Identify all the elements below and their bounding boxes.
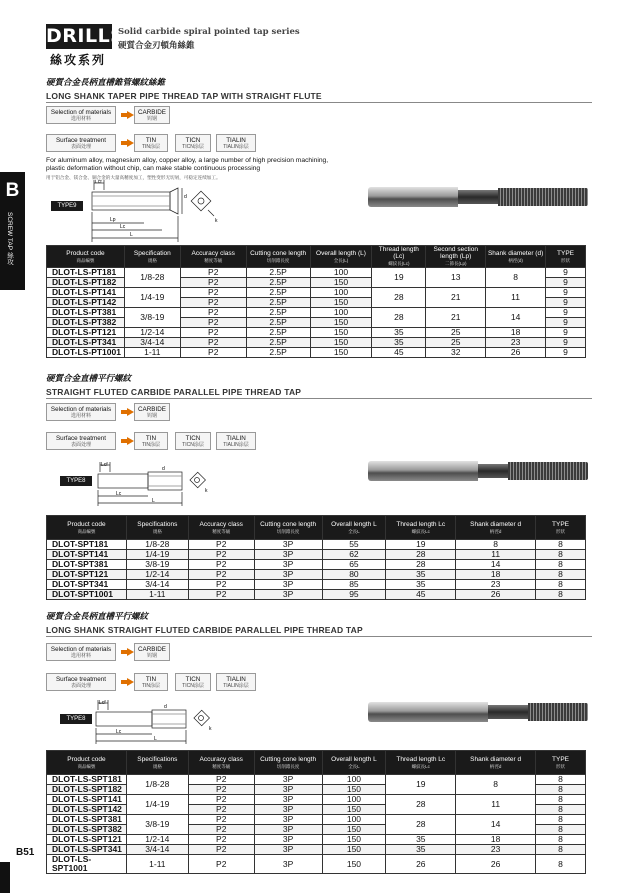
coating-ticn-en: TICN — [185, 676, 201, 683]
arrow-icon — [127, 111, 134, 119]
th-type: TYPE 形狀 — [536, 751, 586, 775]
edge-bar — [0, 862, 10, 893]
material-carbide — [134, 403, 170, 421]
material-carbide-cn: 钨钢 — [146, 116, 157, 122]
materials-label — [46, 643, 116, 661]
surface-label — [46, 673, 116, 691]
section1-rule — [46, 102, 592, 103]
table-row: DLOT-SPT381 3/8-19 P2 3P 65 28 14 8 — [47, 560, 586, 570]
materials-label-en: Selection of materials — [50, 109, 112, 116]
table-row: DLOT-LS-PT182 P2 2.5P 150 9 — [47, 278, 586, 288]
coating-tin-en: TIN — [145, 137, 157, 144]
section2-table — [46, 515, 586, 600]
dim-lcf: Lcf — [99, 700, 106, 706]
table-row: DLOT-LS-PT381 3/8-19 P2 2.5P 100 28 21 14 9 — [47, 308, 586, 318]
surface-label-en: Surface treatment — [55, 435, 107, 442]
side-tab-letter: B — [5, 180, 20, 201]
section1-tap-diagram — [82, 180, 227, 244]
table-row: DLOT-LS-PT341 3/4-14 P2 2.5P 150 35 25 23 9 — [47, 338, 586, 348]
coating-ticn-cn: TICN涂层 — [182, 144, 204, 150]
coating-tin-cn: TIN涂层 — [141, 442, 161, 448]
materials-label-en: Selection of materials — [50, 406, 112, 413]
arrow-icon — [127, 408, 134, 416]
th-thread-length: Thread length Lc 螺紋長Lc — [386, 751, 456, 775]
th-accuracy-class: Accuracy class 精度等級 — [188, 751, 254, 775]
th-shank-diameter: Shank diameter d 柄徑d — [456, 516, 536, 540]
coating-tin-en: TIN — [145, 676, 157, 683]
th-accuracy-class: Accuracy class 精度等級 — [188, 516, 254, 540]
coating-tialin-en: TIALIN — [226, 137, 246, 144]
material-carbide-en: CARBIDE — [138, 406, 166, 413]
coating-tialin-cn: TIALIN涂层 — [223, 144, 249, 150]
series-title-cn: 硬質合金刃頓角絲錐 — [118, 41, 195, 51]
brand-logo: DRILLS — [46, 25, 125, 47]
th-product-code: Product code 商品編號 — [47, 246, 125, 268]
material-carbide-cn: 钨钢 — [146, 653, 157, 659]
th-second-section-length: Second section length (Lp) 二節長(Lp) — [426, 246, 486, 268]
coating-ticn-en: TICN — [185, 435, 201, 442]
section1-note-en: For aluminum alloy, magnesium alloy, copper alloy, a large number of high precision machining, plastic deformation without chip, can make stable continuous processing — [46, 157, 329, 172]
materials-label-en: Selection of materials — [50, 646, 112, 653]
th-overall-length: Overall length L 全長L — [322, 751, 386, 775]
table-row: DLOT-SPT121 1/2-14 P2 3P 80 35 18 8 — [47, 570, 586, 580]
dim-lcf: Lcf — [95, 180, 102, 185]
coating-ticn-cn: TICN涂层 — [182, 442, 204, 448]
table-row: DLOT-LS-SPT341 3/4-14 P2 3P 150 35 23 8 — [47, 845, 586, 855]
arrow-icon — [127, 139, 134, 147]
coating-tin — [134, 432, 168, 450]
table-row: DLOT-SPT141 1/4-19 P2 3P 62 28 11 8 — [47, 550, 586, 560]
series-title-en: Solid carbide spiral pointed tap series — [118, 27, 300, 37]
coating-tialin-cn: TIALIN涂层 — [223, 442, 249, 448]
side-tab-label-en: SCREW TAP — [6, 212, 13, 251]
section2-rule — [46, 398, 592, 399]
dim-l: L — [130, 232, 133, 238]
th-overall-length: Overall length (L) 全長(L) — [310, 246, 372, 268]
brand-subtitle: 絲攻系列 — [50, 53, 107, 67]
th-specifications: Specifications 規格 — [126, 751, 188, 775]
dim-lcf: Lcf — [101, 462, 108, 468]
table-row: DLOT-LS-SPT382 P2 3P 150 8 — [47, 825, 586, 835]
th-accuracy-class: Accuracy class 精度等級 — [180, 246, 246, 268]
dim-l: L — [152, 498, 155, 504]
table-row: DLOT-SPT181 1/8-28 P2 3P 55 19 8 8 — [47, 540, 586, 550]
page-number: B51 — [16, 847, 35, 858]
dim-lp: Lp — [110, 217, 116, 223]
table-row: DLOT-LS-SPT182 P2 3P 150 8 — [47, 785, 586, 795]
table-row: DLOT-LS-PT121 1/2-14 P2 2.5P 150 35 25 18 9 — [47, 328, 586, 338]
th-specifications: Specifications 規格 — [126, 516, 188, 540]
materials-label — [46, 106, 116, 124]
th-thread-length: Thread length (Lc) 螺紋長(Lc) — [372, 246, 426, 268]
material-carbide-en: CARBIDE — [138, 646, 166, 653]
surface-label-cn: 表面处理 — [70, 144, 91, 150]
table-row: DLOT-LS-SPT181 1/8-28 P2 3P 100 19 8 8 — [47, 775, 586, 785]
coating-ticn — [175, 432, 211, 450]
surface-label-en: Surface treatment — [55, 137, 107, 144]
coating-tialin — [216, 673, 256, 691]
arrow-icon — [127, 648, 134, 656]
side-tab-label — [6, 212, 12, 265]
coating-ticn — [175, 673, 211, 691]
dim-k: k — [215, 218, 218, 224]
section2-tap-photo — [368, 459, 588, 483]
table-row: DLOT-LS-PT1001 1-11 P2 2.5P 150 45 32 26 9 — [47, 348, 586, 358]
coating-ticn-cn: TICN涂层 — [182, 683, 204, 689]
th-cutting-cone-length: Cutting cone length 切削錐長度 — [254, 751, 322, 775]
section3-type-badge: TYPE8 — [60, 714, 92, 724]
dim-d: d — [164, 704, 167, 710]
table-row: DLOT-LS-PT142 P2 2.5P 150 9 — [47, 298, 586, 308]
th-overall-length: Overall length L 全長L — [322, 516, 386, 540]
materials-label-cn: 选用材料 — [70, 413, 91, 419]
coating-tin-cn: TIN涂层 — [141, 144, 161, 150]
coating-tialin — [216, 432, 256, 450]
table-row: DLOT-LS-PT141 1/4-19 P2 2.5P 100 28 21 11 9 — [47, 288, 586, 298]
surface-label — [46, 432, 116, 450]
section1-note-cn: 用于铝合金、镁合金、铜合金的大量高精度加工，塑性变形无切屑，可稳定连续加工。 — [46, 175, 221, 180]
arrow-icon — [127, 678, 134, 686]
section1-title-en: LONG SHANK TAPER PIPE THREAD TAP WITH STRAIGHT FLUTE — [46, 91, 322, 101]
section3-title-en: LONG SHANK STRAIGHT FLUTED CARBIDE PARALLEL PIPE THREAD TAP — [46, 625, 363, 635]
dim-lc: Lc — [116, 491, 122, 497]
coating-ticn-en: TICN — [185, 137, 201, 144]
dim-lc: Lc — [120, 224, 126, 230]
coating-tialin-en: TIALIN — [226, 435, 246, 442]
surface-label — [46, 134, 116, 152]
dim-lc: Lc — [116, 729, 122, 735]
material-carbide-en: CARBIDE — [138, 109, 166, 116]
th-shank-diameter: Shank diameter d 柄徑d — [456, 751, 536, 775]
dim-k: k — [209, 726, 212, 732]
side-tab-label-cn: 絲攻 — [6, 251, 13, 265]
th-type: TYPE 形狀 — [536, 516, 586, 540]
section3-table — [46, 750, 586, 874]
section1-table — [46, 245, 586, 358]
dim-l: L — [154, 736, 157, 742]
table-row: DLOT-SPT341 3/4-14 P2 3P 85 35 23 8 — [47, 580, 586, 590]
section3-title-cn: 硬質合金長柄直槽平行螺紋 — [46, 612, 149, 622]
th-type: TYPE 形狀 — [546, 246, 586, 268]
table-row: DLOT-LS-PT181 1/8-28 P2 2.5P 100 19 13 8 9 — [47, 268, 586, 278]
section2-type-badge: TYPE8 — [60, 476, 92, 486]
th-product-code: Product code 商品編號 — [47, 516, 127, 540]
coating-tialin-cn: TIALIN涂层 — [223, 683, 249, 689]
coating-tialin-en: TIALIN — [226, 676, 246, 683]
coating-tin-cn: TIN涂层 — [141, 683, 161, 689]
material-carbide — [134, 643, 170, 661]
material-carbide-cn: 钨钢 — [146, 413, 157, 419]
th-cutting-cone-length: Cutting cone length 切削錐長度 — [254, 516, 322, 540]
section2-title-en: STRAIGHT FLUTED CARBIDE PARALLEL PIPE THREAD TAP — [46, 387, 302, 397]
th-product-code: Product code 商品編號 — [47, 751, 127, 775]
side-tab — [0, 172, 25, 290]
section3-tap-photo — [368, 700, 588, 724]
table-row: DLOT-LS-SPT121 1/2-14 P2 3P 150 35 18 8 — [47, 835, 586, 845]
coating-tin — [134, 134, 168, 152]
table-row: DLOT-SPT1001 1-11 P2 3P 95 45 26 8 — [47, 590, 586, 600]
materials-label — [46, 403, 116, 421]
section3-tap-diagram — [90, 700, 220, 746]
section1-tap-photo — [368, 185, 588, 209]
section2-title-cn: 硬質合金直槽平行螺紋 — [46, 374, 132, 384]
material-carbide — [134, 106, 170, 124]
materials-label-cn: 选用材料 — [70, 653, 91, 659]
surface-label-cn: 表面处理 — [70, 683, 91, 689]
th-thread-length: Thread length Lc 螺紋長Lc — [386, 516, 456, 540]
dim-d: d — [184, 194, 187, 200]
table-row: DLOT-LS-SPT1001 1-11 P2 3P 150 26 26 8 — [47, 855, 586, 874]
table-row: DLOT-LS-SPT381 3/8-19 P2 3P 100 28 14 8 — [47, 815, 586, 825]
table-row: DLOT-LS-SPT142 P2 3P 150 8 — [47, 805, 586, 815]
section1-title-cn: 硬質合金長柄直槽錐管螺紋絲錐 — [46, 78, 166, 88]
section1-type-badge: TYPE9 — [51, 201, 83, 211]
section2-tap-diagram — [92, 462, 217, 508]
surface-label-cn: 表面处理 — [70, 442, 91, 448]
surface-label-en: Surface treatment — [55, 676, 107, 683]
dim-d: d — [162, 466, 165, 472]
table-row: DLOT-LS-SPT141 1/4-19 P2 3P 100 28 11 8 — [47, 795, 586, 805]
coating-tin-en: TIN — [145, 435, 157, 442]
arrow-icon — [127, 437, 134, 445]
coating-tialin — [216, 134, 256, 152]
th-cutting-cone-length: Cutting cone length 切削錐長度 — [246, 246, 310, 268]
dim-k: k — [205, 488, 208, 494]
coating-ticn — [175, 134, 211, 152]
th-specification: Specification 規格 — [124, 246, 180, 268]
coating-tin — [134, 673, 168, 691]
materials-label-cn: 选用材料 — [70, 116, 91, 122]
table-row: DLOT-LS-PT382 P2 2.5P 150 9 — [47, 318, 586, 328]
th-shank-diameter: Shank diameter (d) 柄徑(d) — [486, 246, 546, 268]
section3-rule — [46, 636, 592, 637]
